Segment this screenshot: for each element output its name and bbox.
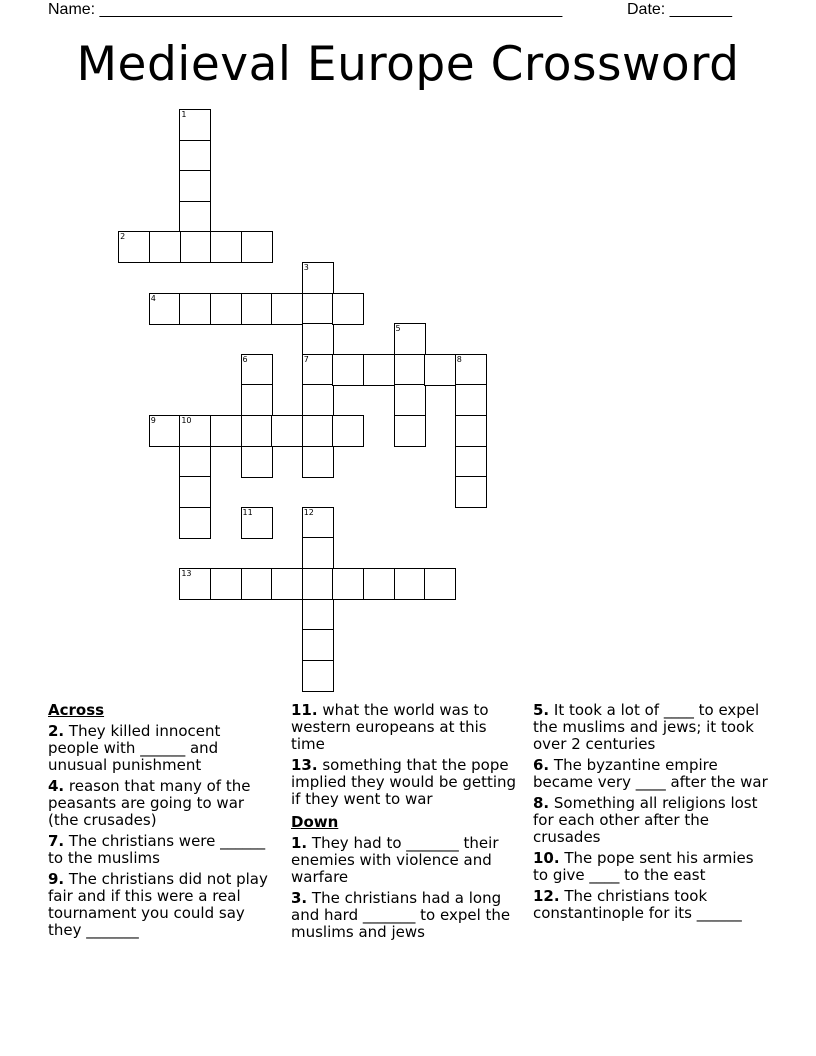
cell-number: 1 bbox=[181, 109, 187, 119]
clue-number: 2. bbox=[48, 722, 65, 740]
grid-cell[interactable] bbox=[455, 354, 487, 386]
clue-down-12 bbox=[533, 888, 773, 922]
clue-number: 10. bbox=[533, 849, 560, 867]
grid-cell[interactable] bbox=[241, 293, 273, 325]
clue-down-3 bbox=[291, 890, 523, 941]
cell-number: 3 bbox=[303, 262, 309, 272]
grid-cell[interactable] bbox=[241, 231, 273, 263]
grid-cell[interactable] bbox=[241, 507, 273, 539]
grid-cell[interactable] bbox=[394, 568, 426, 600]
clue-across-13 bbox=[291, 757, 523, 808]
grid-cell[interactable] bbox=[179, 476, 211, 508]
grid-cell[interactable] bbox=[302, 415, 334, 447]
cell-number: 9 bbox=[150, 415, 156, 425]
grid-cell[interactable] bbox=[271, 568, 303, 600]
cell-number: 4 bbox=[150, 293, 156, 303]
grid-cell[interactable] bbox=[179, 109, 211, 141]
down-heading: Down bbox=[291, 813, 339, 831]
clue-text: The byzantine empire became very ____ after the war bbox=[533, 756, 768, 791]
grid-cell[interactable] bbox=[179, 170, 211, 202]
grid-cell[interactable] bbox=[302, 660, 334, 692]
grid-cell[interactable] bbox=[302, 507, 334, 539]
grid-cell[interactable] bbox=[363, 568, 395, 600]
grid-cell[interactable] bbox=[271, 415, 303, 447]
grid-cell[interactable] bbox=[394, 354, 426, 386]
grid-cell[interactable] bbox=[302, 262, 334, 294]
clues-column-1 bbox=[48, 702, 273, 943]
clue-down-6 bbox=[533, 757, 773, 791]
grid-cell[interactable] bbox=[302, 537, 334, 569]
clue-number: 7. bbox=[48, 832, 65, 850]
grid-cell[interactable] bbox=[271, 293, 303, 325]
grid-cell[interactable] bbox=[332, 568, 364, 600]
clue-text: They killed innocent people with ______ and unusual punishment bbox=[48, 722, 221, 774]
grid-cell[interactable] bbox=[424, 354, 456, 386]
grid-cell[interactable] bbox=[179, 446, 211, 478]
grid-cell[interactable] bbox=[302, 293, 334, 325]
clue-across-2 bbox=[48, 723, 273, 774]
clues-column-2 bbox=[291, 702, 523, 945]
clue-number: 6. bbox=[533, 756, 550, 774]
grid-cell[interactable] bbox=[394, 384, 426, 416]
clue-across-7 bbox=[48, 833, 273, 867]
page-title: Medieval Europe Crossword bbox=[76, 37, 740, 92]
grid-cell[interactable] bbox=[455, 384, 487, 416]
cell-number: 6 bbox=[242, 354, 248, 364]
grid-cell[interactable] bbox=[241, 384, 273, 416]
clue-number: 5. bbox=[533, 701, 550, 719]
clue-number: 1. bbox=[291, 834, 308, 852]
grid-cell[interactable] bbox=[179, 568, 211, 600]
clue-number: 11. bbox=[291, 701, 318, 719]
clue-down-8 bbox=[533, 795, 773, 846]
clue-text: The christians had a long and hard _______ to expel the muslims and jews bbox=[291, 889, 511, 941]
grid-cell[interactable] bbox=[241, 354, 273, 386]
cell-number: 5 bbox=[395, 324, 401, 334]
clue-number: 13. bbox=[291, 756, 318, 774]
date-field: Date: _______ bbox=[627, 1, 732, 18]
cell-number: 12 bbox=[303, 507, 314, 517]
cell-number: 2 bbox=[120, 232, 126, 242]
grid-cell[interactable] bbox=[210, 568, 242, 600]
clue-text: The pope sent his armies to give ____ to the east bbox=[533, 849, 754, 884]
grid-cell[interactable] bbox=[210, 293, 242, 325]
cell-number: 8 bbox=[456, 354, 462, 364]
clue-down-5 bbox=[533, 702, 773, 753]
grid-cell[interactable] bbox=[424, 568, 456, 600]
clue-text: Something all religions lost for each other after the crusades bbox=[533, 794, 758, 846]
grid-cell[interactable] bbox=[241, 568, 273, 600]
grid-cell[interactable] bbox=[241, 446, 273, 478]
clue-number: 9. bbox=[48, 870, 65, 888]
clue-text: what the world was to western europeans at this time bbox=[291, 701, 489, 753]
clue-text: something that the pope implied they would be getting if they went to war bbox=[291, 756, 517, 808]
clues-column-3 bbox=[533, 702, 773, 926]
clue-across-4 bbox=[48, 778, 273, 829]
grid-cell[interactable] bbox=[210, 415, 242, 447]
grid-cell[interactable] bbox=[302, 384, 334, 416]
clue-across-9 bbox=[48, 871, 273, 939]
grid-cell[interactable] bbox=[455, 415, 487, 447]
grid-cell[interactable] bbox=[332, 354, 364, 386]
clue-number: 4. bbox=[48, 777, 65, 795]
clue-number: 12. bbox=[533, 887, 560, 905]
clue-number: 3. bbox=[291, 889, 308, 907]
grid-cell[interactable] bbox=[179, 293, 211, 325]
grid-cell[interactable] bbox=[179, 231, 211, 263]
grid-cell[interactable] bbox=[302, 629, 334, 661]
grid-cell[interactable] bbox=[302, 323, 334, 355]
name-field: Name: ____________________________________________________ bbox=[48, 1, 563, 18]
cell-number: 13 bbox=[181, 568, 192, 578]
grid-cell[interactable] bbox=[363, 354, 395, 386]
grid-cell[interactable] bbox=[394, 415, 426, 447]
clue-text: The christians took constantinople for its ______ bbox=[533, 887, 742, 922]
grid-cell[interactable] bbox=[118, 231, 150, 263]
grid-cell[interactable] bbox=[332, 415, 364, 447]
cell-number: 11 bbox=[242, 507, 253, 517]
grid-cell[interactable] bbox=[302, 354, 334, 386]
grid-cell[interactable] bbox=[302, 568, 334, 600]
clue-text: reason that many of the peasants are going to war (the crusades) bbox=[48, 777, 251, 829]
across-heading: Across bbox=[48, 701, 105, 719]
clue-text: It took a lot of ____ to expel the muslims and jews; it took over 2 centuries bbox=[533, 701, 760, 753]
clue-text: The christians did not play fair and if this were a real tournament you could say they _______ bbox=[48, 870, 268, 939]
grid-cell[interactable] bbox=[149, 415, 181, 447]
clue-number: 8. bbox=[533, 794, 550, 812]
grid-cell[interactable] bbox=[210, 231, 242, 263]
grid-cell[interactable] bbox=[241, 415, 273, 447]
grid-cell[interactable] bbox=[455, 446, 487, 478]
clue-text: They had to _______ their enemies with violence and warfare bbox=[291, 834, 499, 886]
grid-cell[interactable] bbox=[179, 201, 211, 233]
grid-cell[interactable] bbox=[149, 293, 181, 325]
cell-number: 7 bbox=[303, 354, 309, 364]
grid-cell[interactable] bbox=[149, 231, 181, 263]
grid-cell[interactable] bbox=[179, 140, 211, 172]
grid-cell[interactable] bbox=[332, 293, 364, 325]
grid-cell[interactable] bbox=[302, 446, 334, 478]
clue-across-11 bbox=[291, 702, 523, 753]
grid-cell[interactable] bbox=[455, 476, 487, 508]
clue-down-1 bbox=[291, 835, 523, 886]
grid-cell[interactable] bbox=[179, 507, 211, 539]
clue-down-10 bbox=[533, 850, 773, 884]
grid-cell[interactable] bbox=[302, 599, 334, 631]
grid-cell[interactable] bbox=[179, 415, 211, 447]
cell-number: 10 bbox=[181, 415, 192, 425]
clue-text: The christians were ______ to the muslims bbox=[48, 832, 266, 867]
grid-cell[interactable] bbox=[394, 323, 426, 355]
